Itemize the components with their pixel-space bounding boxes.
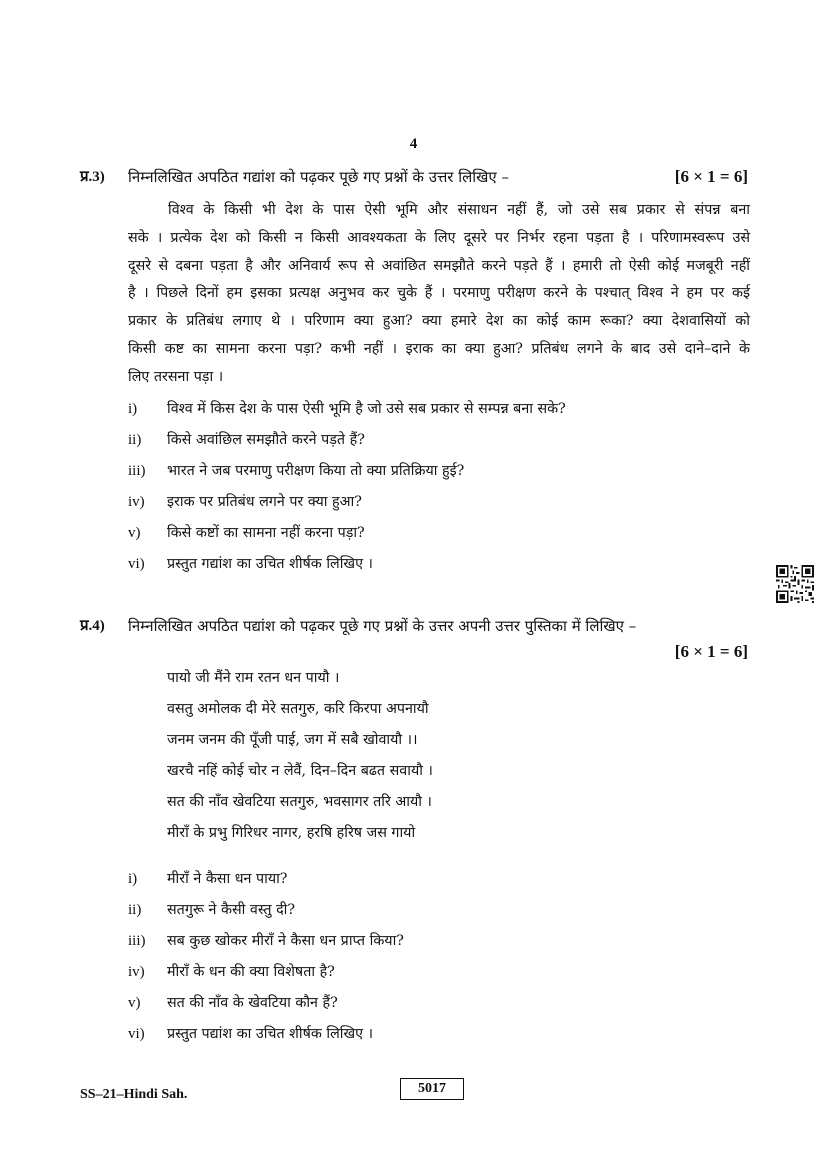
sub-question-number: vi): [128, 1026, 145, 1042]
sub-question: [128, 429, 748, 460]
passage-line: विश्व के किसी भी देश के पास ऐसी भूमि और संसाधन नहीं हैं, जो उसे सब प्रकार से संपन्न बना: [168, 202, 750, 218]
sub-question-number: ii): [128, 902, 142, 918]
sub-question: [128, 1023, 748, 1054]
question-4-subquestions: [128, 868, 748, 1054]
sub-question-number: iii): [128, 933, 146, 949]
question-4-marks: [6 × 1 = 6]: [674, 642, 748, 661]
sub-question: [128, 522, 748, 553]
question-3-instruction: निम्नलिखित अपठित गद्यांश को पढ़कर पूछे गए प्रश्नों के उत्तर लिखिए –: [128, 168, 509, 186]
question-4-instruction: निम्नलिखित अपठित पद्यांश को पढ़कर पूछे गए प्रश्नों के उत्तर अपनी उत्तर पुस्तिका में लिखिए –: [128, 617, 637, 635]
sub-question-number: i): [128, 871, 138, 887]
sub-question-text: मीराँ के धन की क्या विशेषता है?: [167, 964, 335, 980]
sub-question: [128, 460, 748, 491]
sub-question-text: मीराँ ने कैसा धन पाया?: [167, 871, 288, 887]
sub-question: [128, 398, 748, 429]
sub-question-text: किसे कष्टों का सामना नहीं करना पड़ा?: [167, 525, 365, 541]
sub-question-number: i): [128, 401, 138, 417]
sub-question-number: v): [128, 995, 141, 1011]
sub-question: [128, 961, 748, 992]
sub-question: [128, 868, 748, 899]
sub-question-number: vi): [128, 556, 145, 572]
sub-question-text: भारत ने जब परमाणु परीक्षण किया तो क्या प्रतिक्रिया हुई?: [167, 463, 465, 479]
passage-line: है । पिछले दिनों हम इसका प्रत्यक्ष अनुभव कर चुके हैं । परमाणु परीक्षण करने के पश्चात् विश्व ने हम पर कई: [128, 285, 750, 302]
sub-question: [128, 930, 748, 961]
poem-line: खरचै नहिं कोई चोर न लेवैं, दिन–दिन बढत सवायौ ।: [167, 763, 433, 779]
poem-line: मीराँ के प्रभु गिरिधर नागर, हरषि हरिष जस गायो: [167, 825, 416, 841]
paper-serial-box: 5017: [400, 1078, 464, 1100]
poem-passage: [167, 667, 433, 853]
sub-question: [128, 491, 748, 522]
passage-line: सके । प्रत्येक देश को किसी न किसी आवश्यकता के लिए दूसरे पर निर्भर रहना पड़ता है । परिणामस्वरूप उसे: [128, 229, 750, 246]
sub-question: [128, 992, 748, 1023]
poem-line: जनम जनम की पूँजी पाई, जग में सबै खोवायौ ।।: [167, 732, 418, 748]
page-number: 4: [409, 136, 418, 152]
question-3-number: प्र.3): [80, 169, 105, 185]
sub-question-number: iv): [128, 964, 145, 980]
passage-line: लिए तरसना पड़ा ।: [128, 368, 224, 385]
sub-question-number: v): [128, 525, 141, 541]
sub-question-text: सतगुरू ने कैसी वस्तु दी?: [167, 902, 296, 918]
sub-question-text: सब कुछ खोकर मीराँ ने कैसा धन प्राप्त किया?: [167, 933, 404, 949]
sub-question-text: प्रस्तुत गद्यांश का उचित शीर्षक लिखिए ।: [167, 556, 373, 572]
sub-question-number: iv): [128, 494, 145, 510]
sub-question: [128, 553, 748, 584]
poem-line: सत की नाँव खेवटिया सतगुरु, भवसागर तरि आयौ ।: [167, 794, 432, 810]
sub-question-text: सत की नाँव के खेवटिया कौन हैं?: [167, 995, 338, 1011]
sub-question-text: किसे अवांछिल समझौते करने पड़ते हैं?: [167, 432, 365, 448]
passage-line: प्रकार के प्रतिबंध लगाए थे । परिणाम क्या हुआ? क्या हमारे देश का कोई काम रूका? क्या देशवासियों को: [128, 313, 750, 330]
question-3-marks: [6 × 1 = 6]: [674, 167, 748, 186]
prose-passage: [128, 197, 750, 392]
question-4-number: प्र.4): [80, 618, 105, 634]
sub-question: [128, 899, 748, 930]
paper-code: SS–21–Hindi Sah.: [80, 1087, 188, 1102]
sub-question-text: प्रस्तुत पद्यांश का उचित शीर्षक लिखिए ।: [167, 1026, 374, 1042]
sub-question-number: ii): [128, 432, 142, 448]
qr-code-icon: [776, 565, 814, 603]
sub-question-text: विश्व में किस देश के पास ऐसी भूमि है जो उसे सब प्रकार से सम्पन्न बना सके?: [167, 401, 566, 417]
passage-line: दूसरे से दबना पड़ता है और अनिवार्य रूप से अवांछित समझौते करने पड़ते हैं । हमारी तो ऐसी कोई मजबूरी नहीं: [128, 257, 750, 274]
poem-line: पायो जी मैंने राम रतन धन पायौ ।: [167, 670, 340, 686]
sub-question-number: iii): [128, 463, 146, 479]
passage-line: किसी कष्ट का सामना करना पड़ा? कभी नहीं । इराक का क्या हुआ? प्रतिबंध लगने के बाद उसे दाने–दाने के: [128, 340, 750, 357]
poem-line: वसतु अमोलक दी मेरे सतगुरु, करि किरपा अपनायौ: [167, 701, 429, 717]
question-3-subquestions: [128, 398, 748, 584]
sub-question-text: इराक पर प्रतिबंध लगने पर क्या हुआ?: [167, 494, 362, 510]
